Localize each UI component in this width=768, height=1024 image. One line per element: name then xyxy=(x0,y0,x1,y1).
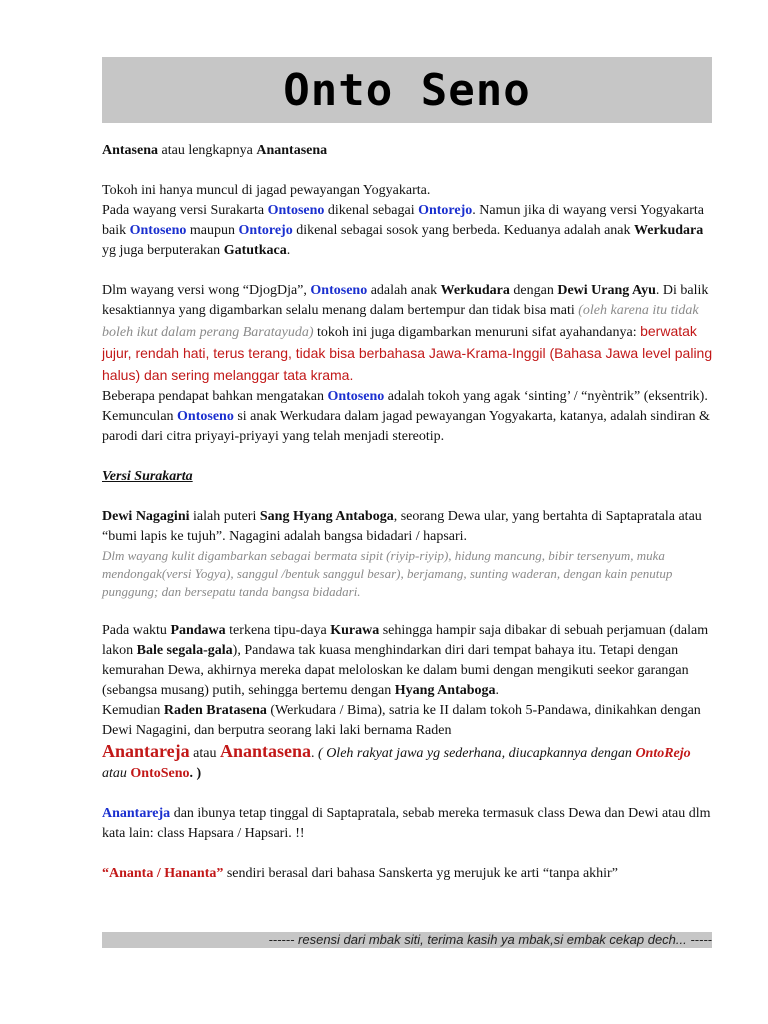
text: Pada wayang versi Surakarta xyxy=(102,203,268,218)
text: dikenal sebagai sosok yang berbeda. Keduanya adalah anak xyxy=(292,223,635,238)
name-anantasena: Anantasena xyxy=(220,741,312,761)
note-baratayuda: (oleh karena itu tidak boleh ikut dalam perang Baratayuda) xyxy=(102,303,699,340)
text: si anak Werkudara dalam jagad pewayangan Yogyakarta, katanya, adalah sindiran & parodi dari citra priyayi-priyayi yang telah menjadi stereotip. xyxy=(102,409,710,444)
name-ontoseno: OntoSeno xyxy=(130,766,190,781)
paragraph-3 xyxy=(102,281,714,447)
text: , seorang Dewa ular, yang bertahta di Saptapratala atau “bumi lapis ke tujuh”. Nagagini adalah bangsa bidadari / hapsari. xyxy=(102,509,702,544)
paragraph-6 xyxy=(102,804,714,844)
text: Pada waktu xyxy=(102,623,171,638)
section-heading xyxy=(102,467,714,487)
name-werkudara: Werkudara xyxy=(634,223,704,238)
term-antasena: Antasena xyxy=(102,143,159,158)
paragraph-5 xyxy=(102,621,714,784)
paragraph-2 xyxy=(102,181,714,261)
term-ananta-hananta: “Ananta / Hananta” xyxy=(102,866,224,881)
name-bale-segala-gala: Bale segala-gala xyxy=(136,643,233,658)
name-ontoseno: Ontoseno xyxy=(177,409,234,424)
text: . xyxy=(286,243,291,258)
text: Tokoh ini hanya muncul di jagad pewayangan Yogyakarta. xyxy=(102,183,431,198)
name-dewi-urang-ayu: Dewi Urang Ayu xyxy=(557,283,656,298)
text: ialah puteri xyxy=(189,509,260,524)
traits-highlight: berwatak jujur, rendah hati, terus terang, tidak bisa berbahasa Jawa-Krama-Inggil (Bahasa Jawa level paling halus) dan sering melanggar tata krama. xyxy=(102,323,713,383)
name-ontoseno: Ontoseno xyxy=(129,223,187,238)
text: dan ibunya tetap tinggal di Saptapratala, sebab mereka termasuk class Dewa dan Dewi atau dlm kata lain: class Hapsara / Hapsari. !! xyxy=(102,806,711,841)
intro-paragraph xyxy=(102,141,714,161)
text: tokoh ini juga digambarkan menuruni sifat ayahandanya: xyxy=(313,325,641,340)
text: adalah tokoh yang agak ‘sinting’ / “nyèntrik” (eksentrik). xyxy=(384,389,708,404)
paragraph-4 xyxy=(102,507,714,547)
description-note: Dlm wayang kulit digambarkan sebagai bermata sipit (riyip-riyip), hidung mancung, bibir tersenyum, muka mendongak(versi Yogya), sanggul /bentuk sanggul besar), berjamang, sunting waderan, dengan kain penutup punggung; dan bersepatu tanda bangsa bidadari. xyxy=(102,548,673,599)
name-ontoseno: Ontoseno xyxy=(267,203,325,218)
page-title: Onto Seno xyxy=(283,64,531,116)
text: atau lengkapnya xyxy=(158,143,257,158)
name-anantareja: Anantareja xyxy=(102,806,171,821)
text: Dlm wayang versi wong “DjogDja”, xyxy=(102,283,311,298)
text: Kemunculan xyxy=(102,409,178,424)
text: maupun xyxy=(186,223,239,238)
name-ontoseno: Ontoseno xyxy=(327,389,385,404)
paragraph-7 xyxy=(102,864,714,884)
text: . ) xyxy=(189,766,202,781)
name-sang-hyang-antaboga: Sang Hyang Antaboga xyxy=(259,509,394,524)
text: sendiri berasal dari bahasa Sanskerta yg merujuk ke arti “tanpa akhir” xyxy=(223,866,618,881)
name-ontorejo: Ontorejo xyxy=(238,223,293,238)
text: . Namun jika di wayang versi Yogyakarta baik xyxy=(102,203,705,238)
text: ), Pandawa tak kuasa menghindarkan diri dari tempat bahaya itu. Tetapi dengan kemurahan Dewa, akhirnya mereka dapat meloloskan ke dalam bumi dengan mengikuti seekor garangan (sebangsa musang) putih, sehingga bertemu dengan xyxy=(102,643,689,698)
text: . xyxy=(495,683,500,698)
footer-credit: ------ resensi dari mbak siti, terima kasih ya mbak,si embak cekap dech... ----- xyxy=(102,932,712,948)
text: dikenal sebagai xyxy=(324,203,419,218)
name-ontoseno: Ontoseno xyxy=(310,283,368,298)
text: Beberapa pendapat bahkan mengatakan xyxy=(102,389,328,404)
text: adalah anak xyxy=(367,283,441,298)
text: . xyxy=(311,746,319,761)
text: ( Oleh rakyat jawa yg sederhana, diucapkannya dengan xyxy=(318,746,636,761)
text: terkena tipu-daya xyxy=(225,623,331,638)
text: dengan xyxy=(509,283,558,298)
text: yg juga berputerakan xyxy=(102,243,224,258)
term-anantasena: Anantasena xyxy=(256,143,328,158)
document-body xyxy=(102,141,714,884)
name-dewi-nagagini: Dewi Nagagini xyxy=(102,509,190,524)
name-raden-bratasena: Raden Bratasena xyxy=(163,703,267,718)
text: (Werkudara / Bima), satria ke II dalam tokoh 5-Pandawa, dinikahkan dengan Dewi Nagagini, dan berputra seorang laki laki bernama Raden xyxy=(102,703,701,738)
title-banner xyxy=(102,57,712,123)
name-werkudara: Werkudara xyxy=(440,283,510,298)
text: atau xyxy=(102,766,131,781)
name-ontorejo: Ontorejo xyxy=(418,203,473,218)
text: . Di balik kesaktiannya yang digambarkan selalu menang dalam bertempur dan tidak bisa mati xyxy=(102,283,709,318)
name-hyang-antaboga: Hyang Antaboga xyxy=(394,683,496,698)
text: sehingga hampir saja dibakar di sebuah perjamuan (dalam lakon xyxy=(102,623,709,658)
name-pandawa: Pandawa xyxy=(170,623,226,638)
name-gatutkaca: Gatutkaca xyxy=(223,243,287,258)
name-ontorejo: OntoRejo xyxy=(635,746,691,761)
name-anantareja: Anantareja xyxy=(102,741,190,761)
name-kurawa: Kurawa xyxy=(330,623,380,638)
text: Kemudian xyxy=(102,703,164,718)
text: atau xyxy=(189,746,220,761)
heading-versi-surakarta: Versi Surakarta xyxy=(102,469,193,484)
